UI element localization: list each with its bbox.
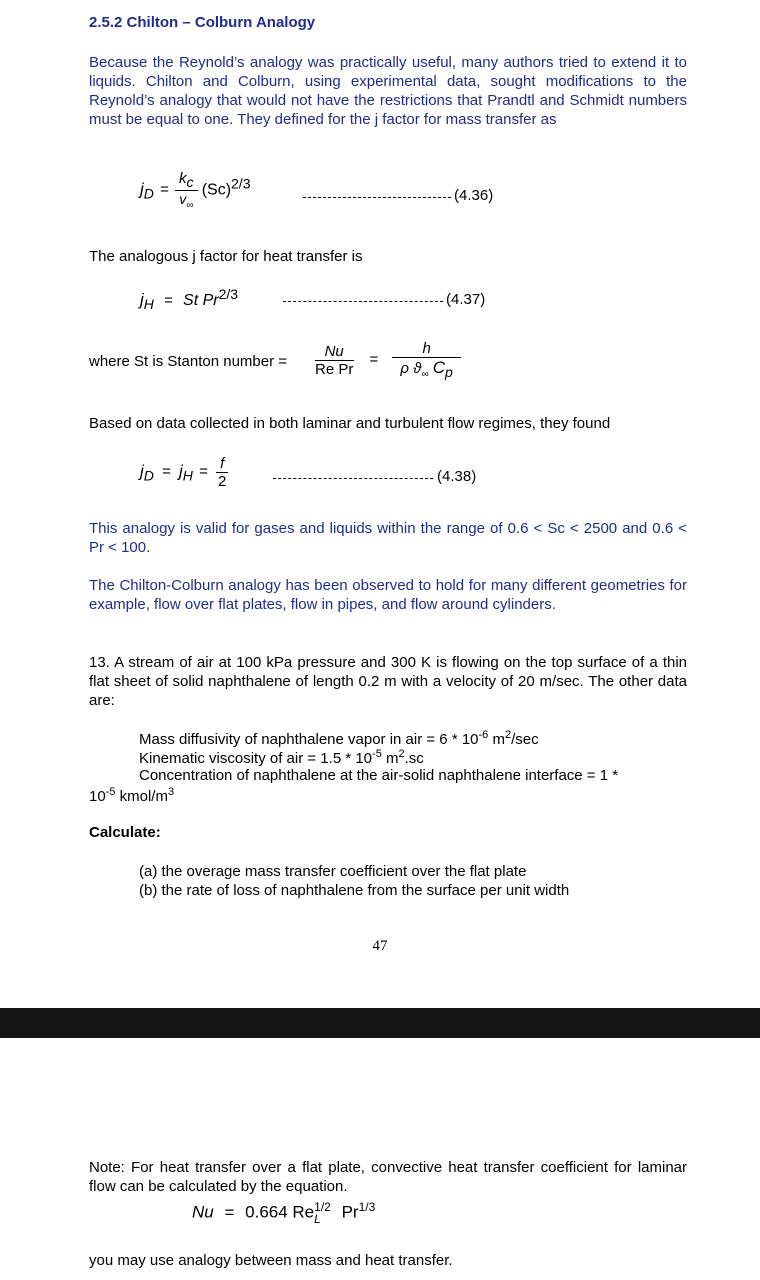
- stanton-label: where St is Stanton number =: [89, 353, 288, 370]
- stanton-equation: $\frac{Nu}{\text{Re Pr}}$ = $\frac{h}{\rho ϑ_\infty C_p}$: [313, 340, 461, 380]
- f-over-2: $\frac{f}{2}$: [218, 455, 227, 490]
- note-closing: you may use analogy between mass and heat transfer.: [89, 1252, 453, 1269]
- data-concentration-value: $10^{-5}$ kmol/$m^3$: [89, 786, 175, 805]
- h-over-rho-v-cp: $\frac{h}{\rho ϑ_\infty C_p}$: [392, 340, 460, 380]
- problem-statement: 13. A stream of air at 100 kPa pressure and 300 K is flowing on the top surface of a thin flat sheet of solid naphthalene of length 0.2 m with a velocity of 20 m/sec. The other data are:: [89, 654, 687, 709]
- equation-number-4-36: (4.36): [454, 187, 494, 204]
- calculate-part-a: (a) the overage mass transfer coefficient over the flat plate: [139, 863, 527, 880]
- heat-transfer-intro: The analogous j factor for heat transfer is: [89, 248, 363, 265]
- calculate-label: Calculate:: [89, 824, 161, 841]
- page-divider: [0, 1008, 760, 1038]
- data-concentration: Concentration of naphthalene at the air-solid naphthalene interface = 1 *: [139, 767, 619, 784]
- nusselt-equation: Nu = 0.664 Re 1/2 L $Pr^{1/3}$: [192, 1200, 376, 1227]
- note-paragraph: Note: For heat transfer over a flat plate, convective heat transfer coefficient for laminar flow can be calculated by the equation.: [89, 1159, 687, 1195]
- intro-paragraph: Because the Reynold’s analogy was practically useful, many authors tried to extend it to liquids. Chilton and Colburn, using experimental data, sought modifications to the Reynold’s analogy that would not have the restrictions that Prandtl and Schmidt numbers must be equal to one. They defined for the j factor for mass transfer as: [89, 54, 687, 128]
- equation-number-4-38: (4.38): [437, 468, 477, 485]
- equation-number-4-37: (4.37): [446, 291, 486, 308]
- data-mass-diffusivity: Mass diffusivity of naphthalene vapor in air = $6 * 10^{-6}$ $m^2/\sec$: [139, 729, 539, 748]
- geometries-paragraph: The Chilton-Colburn analogy has been observed to hold for many different geometries for example, flow over flat plates, flow in pipes, and flow around cylinders.: [89, 577, 687, 613]
- calculate-part-b: (b) the rate of loss of naphthalene from the surface per unit width: [139, 882, 570, 899]
- equation-4-38: $j_D = j_H$ = $\frac{f}{2}$: [140, 455, 230, 490]
- nu-over-re-pr: $\frac{Nu}{\text{Re Pr}}$: [315, 342, 354, 378]
- equation-leader-4-38: [273, 478, 433, 479]
- equation-leader-4-36: [303, 197, 451, 198]
- section-heading: 2.5.2 Chilton – Colburn Analogy: [89, 14, 316, 31]
- page-number: 47: [372, 938, 388, 954]
- findings-intro: Based on data collected in both laminar and turbulent flow regimes, they found: [89, 415, 611, 432]
- kc-over-vinf: $\frac{k_c}{v_\infty}$: [175, 170, 198, 211]
- validity-paragraph: This analogy is valid for gases and liquids within the range of 0.6 < Sc < 2500 and 0.6 < Pr < 100.: [89, 520, 687, 556]
- data-kinematic-viscosity: Kinematic viscosity of air = $1.5 * 10^{-5}$ $m^2.sc$: [139, 748, 424, 767]
- equation-leader-4-37: [283, 301, 443, 302]
- equation-4-37: $j_H = St$ $Pr^{2/3}$: [140, 286, 239, 312]
- equation-4-36: $j_D$ = $\frac{k_c}{v_\infty}$ $(Sc)^{2/3}$: [140, 170, 251, 211]
